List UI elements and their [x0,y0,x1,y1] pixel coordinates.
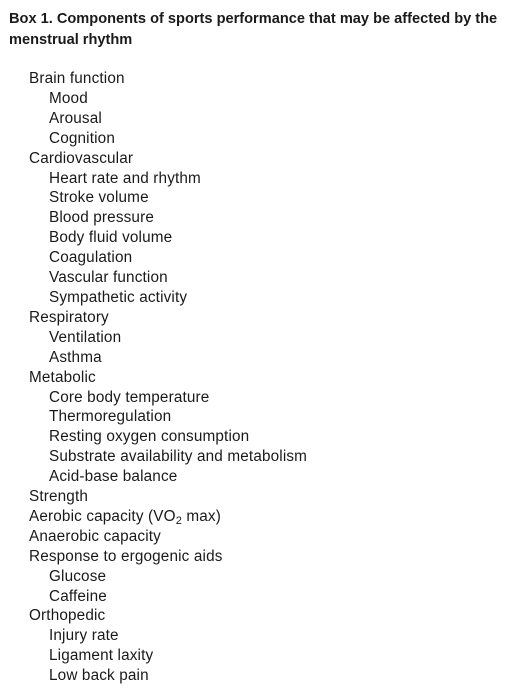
list-item: Ligament laxity [49,647,154,665]
list-item: Sympathetic activity [49,288,188,306]
list-item: Heart rate and rhythm [49,169,201,187]
category-metabolic: Metabolic [29,368,96,386]
list-item: Arousal [49,109,102,127]
aerobic-capacity-suffix: max) [181,507,221,525]
subscript-two: 2 [175,514,182,527]
category-orthopedic: Orthopedic [29,607,106,625]
list-item: Cognition [49,129,115,147]
category-strength: Strength [29,488,89,506]
list-item: Glucose [49,567,107,585]
list-item: Resting oxygen consumption [49,428,250,446]
list-item: Body fluid volume [49,229,173,247]
list-item: Ventilation [49,328,122,346]
category-brain-function: Brain function [29,70,125,87]
list-item: Core body temperature [49,388,210,406]
category-anaerobic-capacity: Anaerobic capacity [29,527,161,545]
list-item: Coagulation [49,249,133,267]
list-item: Low back pain [49,667,149,685]
aerobic-capacity-label: Aerobic capacity (VO [29,507,176,525]
box-title: Box 1. Components of sports performance that may be affected by the menstrual rhythm [9,11,498,48]
list-item: Caffeine [49,587,107,605]
list-item: Vascular function [49,269,168,287]
category-respiratory: Respiratory [29,308,109,326]
list-item: Mood [49,89,88,107]
list-item: Blood pressure [49,209,154,227]
list-item: Injury rate [49,627,119,645]
category-aerobic-capacity [29,507,307,527]
list-item: Substrate availability and metabolism [49,448,308,466]
category-cardiovascular: Cardiovascular [29,149,134,167]
list-item: Stroke volume [49,189,149,207]
list-item: Thermoregulation [49,408,172,426]
component-list [29,69,307,686]
list-item: Asthma [49,348,102,366]
category-ergogenic-aids: Response to ergogenic aids [29,547,223,565]
list-item: Acid-base balance [49,468,178,486]
